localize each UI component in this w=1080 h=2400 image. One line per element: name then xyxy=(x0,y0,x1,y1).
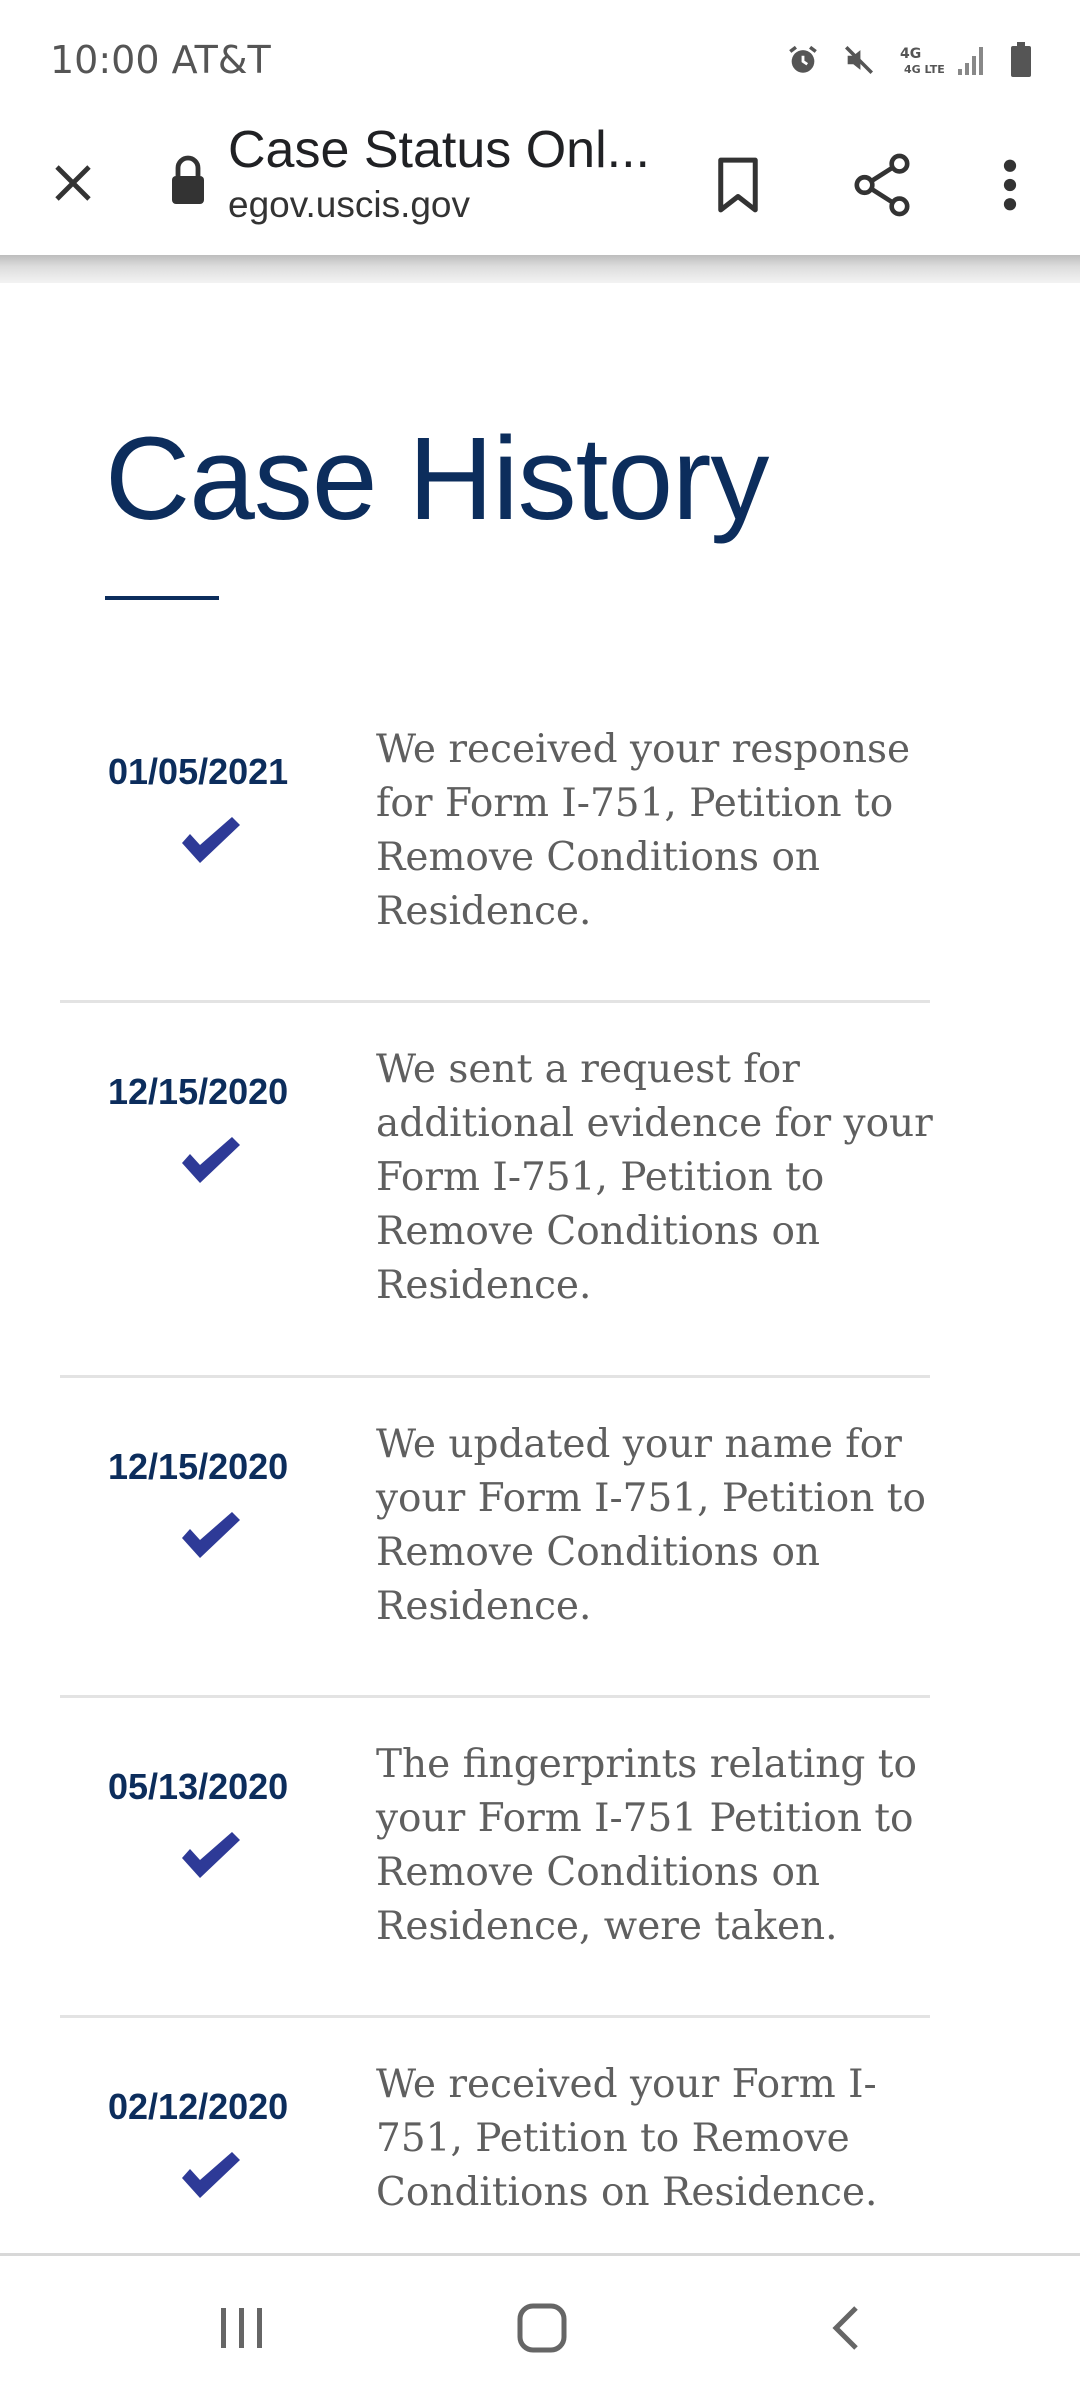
share-icon xyxy=(852,154,912,216)
bookmark-button[interactable] xyxy=(700,140,776,230)
status-bar xyxy=(0,0,1080,120)
history-entry xyxy=(60,2018,930,2286)
back-button[interactable] xyxy=(766,2256,926,2400)
case-history-heading: Case History xyxy=(105,413,769,545)
checkmark-icon xyxy=(178,1508,242,1560)
close-button[interactable] xyxy=(38,148,108,218)
home-button[interactable] xyxy=(462,2256,622,2400)
back-icon xyxy=(830,2304,862,2352)
checkmark-icon xyxy=(178,1133,242,1185)
lock-icon xyxy=(168,150,208,210)
recent-apps-button[interactable] xyxy=(162,2256,322,2400)
history-list xyxy=(60,683,933,2286)
svg-text:4G LTE: 4G LTE xyxy=(904,63,945,76)
history-date: 02/12/2020 xyxy=(108,2086,289,2127)
history-date: 01/05/2021 xyxy=(108,751,289,792)
history-date: 05/13/2020 xyxy=(108,1766,289,1807)
history-description: We updated your name for your Form I-751, Petition to Remove Conditions on Residence. xyxy=(376,1422,926,1629)
close-icon xyxy=(49,159,97,207)
history-entry xyxy=(60,683,930,1003)
history-entry xyxy=(60,1378,930,1698)
history-date: 12/15/2020 xyxy=(108,1446,289,1487)
home-icon xyxy=(517,2303,567,2353)
heading-underline xyxy=(105,596,219,600)
checkmark-icon xyxy=(178,813,242,865)
history-date: 12/15/2020 xyxy=(108,1071,289,1112)
checkmark-icon xyxy=(178,1828,242,1880)
bookmark-icon xyxy=(715,156,761,214)
battery-icon xyxy=(1010,42,1032,78)
checkmark-icon xyxy=(178,2148,242,2200)
system-nav-bar xyxy=(0,2253,1080,2400)
history-description: We sent a request for additional evidence for your Form I-751, Petition to Remove Conditions on Residence. xyxy=(376,1047,933,1308)
page-title-bar[interactable]: Case Status Onl... xyxy=(228,121,650,179)
history-description: We received your Form I-751, Petition to Remove Conditions on Residence. xyxy=(376,2062,878,2215)
alarm-icon xyxy=(786,43,820,77)
lte-icon xyxy=(898,43,945,77)
more-options-button[interactable] xyxy=(980,140,1040,230)
status-icons xyxy=(786,42,1032,78)
history-description: The fingerprints relating to your Form I-751 Petition to Remove Conditions on Residence, were taken. xyxy=(376,1742,917,1949)
mute-icon xyxy=(842,43,876,77)
browser-toolbar xyxy=(0,120,1080,255)
url-text[interactable]: egov.uscis.gov xyxy=(228,184,470,225)
share-button[interactable] xyxy=(842,140,922,230)
status-time-carrier: 10:00 AT&T xyxy=(50,38,271,82)
more-icon xyxy=(1003,158,1017,212)
history-entry xyxy=(60,1698,930,2018)
recent-apps-icon xyxy=(219,2306,265,2350)
toolbar-divider xyxy=(0,255,1080,283)
page-content xyxy=(0,283,1080,2253)
signal-icon xyxy=(956,43,988,77)
history-description: We received your response for Form I-751, Petition to Remove Conditions on Residence. xyxy=(376,727,911,934)
history-entry xyxy=(60,1003,933,1378)
svg-text:4G: 4G xyxy=(900,46,922,62)
